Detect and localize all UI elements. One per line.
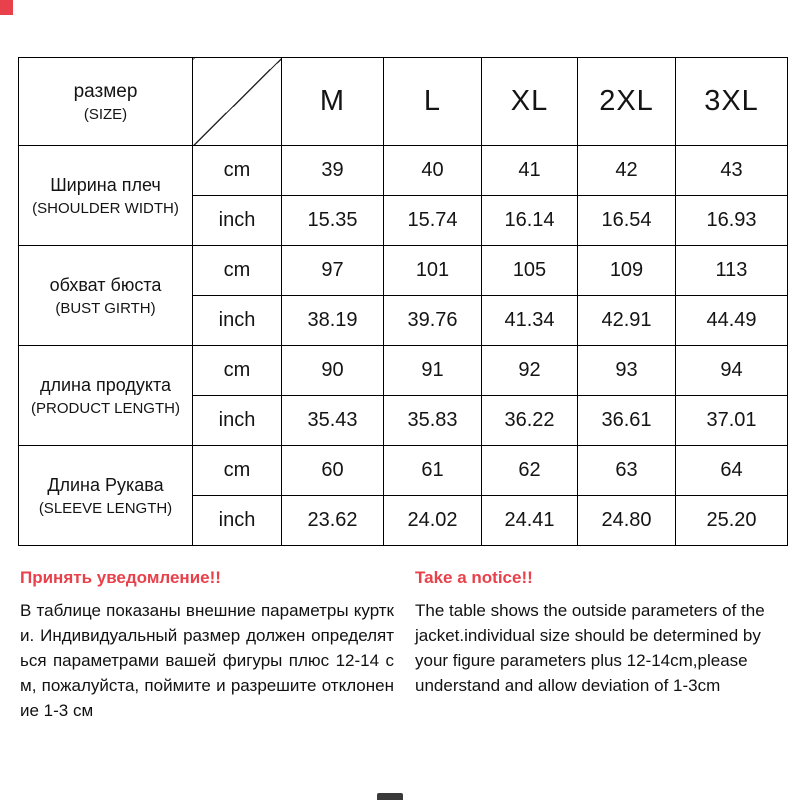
value-cell: 44.49 xyxy=(676,296,788,346)
unit-cell-cm: cm xyxy=(193,446,282,496)
value-cell: 16.93 xyxy=(676,196,788,246)
value-cell: 40 xyxy=(384,146,482,196)
value-cell: 36.61 xyxy=(578,396,676,446)
notice-english xyxy=(415,568,787,698)
table-header-row xyxy=(19,58,788,146)
value-cell: 42.91 xyxy=(578,296,676,346)
size-col-header-3xl: 3XL xyxy=(676,58,788,146)
value-cell: 97 xyxy=(282,246,384,296)
value-cell: 90 xyxy=(282,346,384,396)
value-cell: 42 xyxy=(578,146,676,196)
notice-title-en: Take a notice!! xyxy=(415,568,533,587)
unit-cell-cm: cm xyxy=(193,346,282,396)
red-corner-crop-mark xyxy=(0,0,13,15)
value-cell: 92 xyxy=(482,346,578,396)
row-label-sleeve-length xyxy=(19,446,193,546)
table-row xyxy=(19,246,788,296)
row-label-product-length xyxy=(19,346,193,446)
value-cell: 16.54 xyxy=(578,196,676,246)
value-cell: 25.20 xyxy=(676,496,788,546)
size-col-header-m: M xyxy=(282,58,384,146)
value-cell: 41.34 xyxy=(482,296,578,346)
table-row xyxy=(19,146,788,196)
notice-russian xyxy=(20,568,394,723)
row-label-ru: Длина Рукава xyxy=(47,474,164,495)
value-cell: 24.41 xyxy=(482,496,578,546)
row-label-en: (BUST GIRTH) xyxy=(55,299,156,317)
value-cell: 113 xyxy=(676,246,788,296)
row-label-en: (PRODUCT LENGTH) xyxy=(31,399,180,417)
row-label-ru: Ширина плеч xyxy=(50,174,161,195)
value-cell: 24.80 xyxy=(578,496,676,546)
table-row xyxy=(19,346,788,396)
row-label-en: (SLEEVE LENGTH) xyxy=(38,499,173,517)
notice-title-ru: Принять уведомление!! xyxy=(20,568,221,587)
unit-cell-inch: inch xyxy=(193,496,282,546)
row-label-bust-girth xyxy=(19,246,193,346)
value-cell: 39 xyxy=(282,146,384,196)
value-cell: 35.43 xyxy=(282,396,384,446)
notice-body-ru: В таблице показаны внешние параметры куртки. Индивидуальный размер должен определяться параметрами вашей фигуры плюс 12-14 см, пожалуйста, поймите и разрешите отклонение 1-3 см xyxy=(20,601,394,720)
size-col-header-2xl: 2XL xyxy=(578,58,676,146)
unit-cell-cm: cm xyxy=(193,246,282,296)
unit-cell-cm: cm xyxy=(193,146,282,196)
value-cell: 24.02 xyxy=(384,496,482,546)
value-cell: 35.83 xyxy=(384,396,482,446)
diagonal-divider-cell xyxy=(193,58,282,146)
row-label-en: (SHOULDER WIDTH) xyxy=(32,199,179,217)
row-label-ru: обхват бюста xyxy=(49,274,162,295)
value-cell: 93 xyxy=(578,346,676,396)
value-cell: 109 xyxy=(578,246,676,296)
value-cell: 15.74 xyxy=(384,196,482,246)
value-cell: 94 xyxy=(676,346,788,396)
size-header-subtitle: (SIZE) xyxy=(83,105,128,123)
value-cell: 41 xyxy=(482,146,578,196)
unit-cell-inch: inch xyxy=(193,296,282,346)
value-cell: 16.14 xyxy=(482,196,578,246)
unit-cell-inch: inch xyxy=(193,396,282,446)
value-cell: 15.35 xyxy=(282,196,384,246)
unit-cell-inch: inch xyxy=(193,196,282,246)
value-cell: 36.22 xyxy=(482,396,578,446)
size-header-title: размер xyxy=(73,80,138,102)
value-cell: 91 xyxy=(384,346,482,396)
value-cell: 62 xyxy=(482,446,578,496)
table-row xyxy=(19,446,788,496)
row-label-shoulder-width xyxy=(19,146,193,246)
value-cell: 101 xyxy=(384,246,482,296)
value-cell: 105 xyxy=(482,246,578,296)
value-cell: 43 xyxy=(676,146,788,196)
value-cell: 61 xyxy=(384,446,482,496)
size-header-cell xyxy=(19,58,193,146)
value-cell: 39.76 xyxy=(384,296,482,346)
value-cell: 37.01 xyxy=(676,396,788,446)
value-cell: 64 xyxy=(676,446,788,496)
notice-body-en: The table shows the outside parameters of the jacket.individual size should be determined by your figure parameters plus 12-14cm,please understand and allow deviation of 1-3cm xyxy=(415,601,765,695)
value-cell: 23.62 xyxy=(282,496,384,546)
bottom-crop-mark xyxy=(377,793,403,800)
value-cell: 63 xyxy=(578,446,676,496)
size-table xyxy=(18,57,788,546)
size-col-header-xl: XL xyxy=(482,58,578,146)
value-cell: 60 xyxy=(282,446,384,496)
value-cell: 38.19 xyxy=(282,296,384,346)
size-col-header-l: L xyxy=(384,58,482,146)
row-label-ru: длина продукта xyxy=(39,374,172,395)
